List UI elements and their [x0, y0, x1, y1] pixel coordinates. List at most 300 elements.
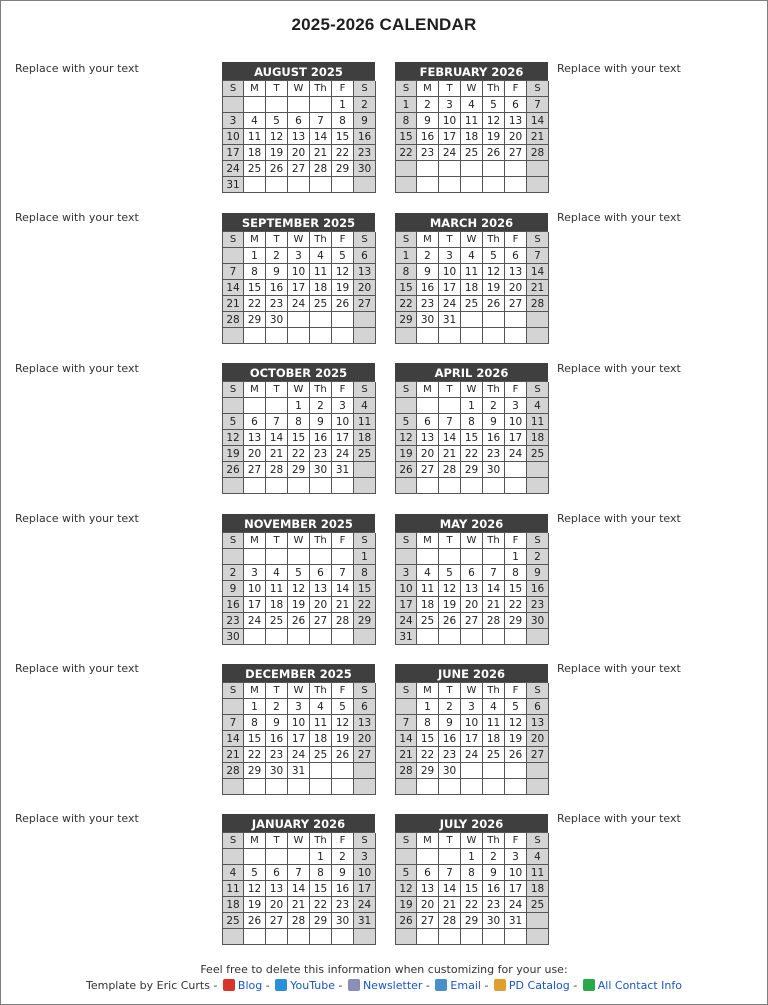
empty-day-cell — [266, 328, 288, 344]
day-cell: 30 — [417, 312, 439, 328]
day-header: T — [439, 232, 461, 248]
empty-day-cell — [354, 629, 376, 645]
month-calendar — [395, 62, 548, 193]
day-cell: 8 — [396, 113, 417, 129]
day-header: Th — [483, 81, 505, 97]
empty-day-cell — [354, 763, 376, 779]
day-header: S — [396, 232, 417, 248]
day-cell: 18 — [461, 129, 483, 145]
day-cell: 10 — [439, 113, 461, 129]
day-cell: 3 — [288, 248, 310, 264]
day-cell: 25 — [244, 161, 266, 177]
day-cell: 13 — [505, 264, 527, 280]
day-cell: 3 — [396, 565, 417, 581]
empty-day-cell — [354, 312, 376, 328]
day-cell: 18 — [310, 280, 332, 296]
day-cell: 17 — [354, 881, 376, 897]
day-cell: 30 — [527, 613, 549, 629]
month-calendar — [222, 514, 375, 645]
empty-day-cell — [483, 328, 505, 344]
day-cell: 19 — [266, 145, 288, 161]
note-right-4[interactable]: Replace with your text — [557, 512, 681, 525]
day-cell: 1 — [354, 549, 376, 565]
day-cell: 20 — [266, 897, 288, 913]
empty-day-cell — [527, 929, 549, 945]
day-header: W — [461, 833, 483, 849]
empty-day-cell — [527, 763, 549, 779]
day-cell: 15 — [461, 881, 483, 897]
day-header: S — [223, 81, 244, 97]
empty-day-cell — [505, 929, 527, 945]
day-cell: 30 — [483, 913, 505, 929]
day-header: S — [223, 232, 244, 248]
day-cell: 13 — [266, 881, 288, 897]
day-cell: 2 — [354, 97, 376, 113]
day-cell: 28 — [332, 613, 354, 629]
day-cell: 24 — [439, 145, 461, 161]
day-header: M — [244, 683, 266, 699]
day-cell: 6 — [417, 414, 439, 430]
note-left-1[interactable]: Replace with your text — [15, 62, 139, 75]
day-cell: 6 — [288, 113, 310, 129]
day-header: T — [266, 533, 288, 549]
empty-day-cell — [483, 779, 505, 795]
month-grid — [395, 231, 548, 344]
day-cell: 19 — [244, 897, 266, 913]
month-grid — [222, 381, 375, 494]
day-cell: 3 — [332, 398, 354, 414]
day-cell: 24 — [354, 897, 376, 913]
empty-day-cell — [527, 629, 549, 645]
day-cell: 9 — [332, 865, 354, 881]
empty-day-cell — [461, 161, 483, 177]
day-cell: 31 — [505, 913, 527, 929]
empty-day-cell — [310, 763, 332, 779]
empty-day-cell — [505, 462, 527, 478]
note-left-6[interactable]: Replace with your text — [15, 812, 139, 825]
day-cell: 15 — [310, 881, 332, 897]
day-cell: 16 — [223, 597, 244, 613]
day-cell: 9 — [483, 414, 505, 430]
day-cell: 23 — [483, 897, 505, 913]
note-left-3[interactable]: Replace with your text — [15, 362, 139, 375]
empty-day-cell — [483, 478, 505, 494]
empty-day-cell — [244, 779, 266, 795]
day-cell: 5 — [439, 565, 461, 581]
day-cell: 9 — [266, 264, 288, 280]
empty-day-cell — [223, 328, 244, 344]
day-cell: 12 — [483, 113, 505, 129]
day-cell: 2 — [527, 549, 549, 565]
day-header: Th — [310, 533, 332, 549]
day-cell: 20 — [505, 280, 527, 296]
day-cell: 22 — [244, 747, 266, 763]
day-cell: 12 — [396, 881, 417, 897]
day-cell: 28 — [223, 312, 244, 328]
note-left-5[interactable]: Replace with your text — [15, 662, 139, 675]
day-cell: 31 — [354, 913, 376, 929]
day-cell: 10 — [439, 264, 461, 280]
empty-day-cell — [417, 161, 439, 177]
contact-info-link[interactable]: All Contact Info — [597, 979, 682, 992]
email-icon — [435, 979, 447, 991]
month-calendar — [222, 363, 375, 494]
day-cell: 7 — [396, 715, 417, 731]
day-cell: 15 — [461, 430, 483, 446]
day-cell: 29 — [354, 613, 376, 629]
day-header: F — [505, 683, 527, 699]
day-cell: 29 — [288, 462, 310, 478]
day-cell: 11 — [461, 113, 483, 129]
note-right-5[interactable]: Replace with your text — [557, 662, 681, 675]
day-cell: 13 — [505, 113, 527, 129]
day-header: W — [288, 533, 310, 549]
note-left-4[interactable]: Replace with your text — [15, 512, 139, 525]
day-cell: 1 — [244, 248, 266, 264]
day-cell: 13 — [244, 430, 266, 446]
empty-day-cell — [288, 312, 310, 328]
day-header: S — [396, 683, 417, 699]
empty-day-cell — [310, 478, 332, 494]
note-right-6[interactable]: Replace with your text — [557, 812, 681, 825]
day-cell: 23 — [417, 296, 439, 312]
day-cell: 7 — [310, 113, 332, 129]
contact-info-icon — [583, 979, 595, 991]
day-header: M — [244, 833, 266, 849]
empty-day-cell — [505, 328, 527, 344]
day-cell: 20 — [244, 446, 266, 462]
day-cell: 20 — [354, 731, 376, 747]
blog-icon — [223, 979, 235, 991]
day-cell: 23 — [310, 446, 332, 462]
empty-day-cell — [461, 549, 483, 565]
day-cell: 27 — [527, 747, 549, 763]
day-header: S — [527, 533, 549, 549]
day-header: Th — [310, 683, 332, 699]
day-header: T — [266, 683, 288, 699]
day-cell: 2 — [417, 248, 439, 264]
day-cell: 22 — [310, 897, 332, 913]
day-cell: 29 — [332, 161, 354, 177]
day-header: S — [223, 382, 244, 398]
day-cell: 23 — [332, 897, 354, 913]
day-header: T — [266, 232, 288, 248]
day-header: T — [439, 533, 461, 549]
day-cell: 18 — [223, 897, 244, 913]
day-cell: 15 — [332, 129, 354, 145]
day-header: T — [439, 382, 461, 398]
day-cell: 1 — [288, 398, 310, 414]
empty-day-cell — [288, 779, 310, 795]
empty-day-cell — [354, 462, 376, 478]
day-cell: 10 — [461, 715, 483, 731]
day-cell: 21 — [527, 280, 549, 296]
day-cell: 10 — [505, 865, 527, 881]
day-cell: 11 — [310, 715, 332, 731]
day-cell: 27 — [354, 296, 376, 312]
month-grid — [222, 532, 375, 645]
day-cell: 12 — [223, 430, 244, 446]
day-header: S — [354, 533, 376, 549]
empty-day-cell — [396, 177, 417, 193]
empty-day-cell — [244, 177, 266, 193]
empty-day-cell — [332, 312, 354, 328]
day-cell: 2 — [223, 565, 244, 581]
day-cell: 19 — [223, 446, 244, 462]
day-cell: 7 — [266, 414, 288, 430]
empty-day-cell — [461, 312, 483, 328]
day-cell: 18 — [461, 280, 483, 296]
day-cell: 3 — [223, 113, 244, 129]
footer-sep: - — [573, 979, 578, 992]
day-cell: 21 — [396, 747, 417, 763]
empty-day-cell — [310, 177, 332, 193]
day-cell: 23 — [483, 446, 505, 462]
empty-day-cell — [417, 929, 439, 945]
day-cell: 21 — [223, 296, 244, 312]
day-cell: 21 — [266, 446, 288, 462]
note-left-2[interactable]: Replace with your text — [15, 211, 139, 224]
empty-day-cell — [354, 779, 376, 795]
youtube-link[interactable]: YouTube — [290, 979, 335, 992]
day-cell: 27 — [266, 913, 288, 929]
pd-catalog-link[interactable]: PD Catalog — [508, 979, 570, 992]
day-cell: 9 — [417, 264, 439, 280]
day-header: W — [288, 232, 310, 248]
day-cell: 16 — [483, 430, 505, 446]
day-cell: 16 — [332, 881, 354, 897]
day-header: T — [266, 81, 288, 97]
blog-link[interactable]: Blog — [237, 979, 263, 992]
day-cell: 13 — [354, 715, 376, 731]
day-cell: 1 — [396, 97, 417, 113]
empty-day-cell — [483, 763, 505, 779]
email-link[interactable]: Email — [450, 979, 481, 992]
day-cell: 26 — [332, 296, 354, 312]
day-cell: 29 — [396, 312, 417, 328]
day-cell: 24 — [288, 296, 310, 312]
day-cell: 2 — [266, 699, 288, 715]
day-cell: 4 — [354, 398, 376, 414]
empty-day-cell — [439, 849, 461, 865]
day-cell: 8 — [244, 715, 266, 731]
day-cell: 25 — [483, 747, 505, 763]
day-cell: 25 — [310, 296, 332, 312]
day-cell: 8 — [461, 414, 483, 430]
empty-day-cell — [505, 161, 527, 177]
empty-day-cell — [244, 849, 266, 865]
empty-day-cell — [483, 629, 505, 645]
day-cell: 6 — [266, 865, 288, 881]
day-cell: 25 — [310, 747, 332, 763]
day-cell: 15 — [354, 581, 376, 597]
day-cell: 18 — [310, 731, 332, 747]
day-cell: 12 — [332, 264, 354, 280]
day-cell: 8 — [354, 565, 376, 581]
footer-links — [1, 979, 767, 992]
day-cell: 16 — [417, 280, 439, 296]
day-cell: 9 — [527, 565, 549, 581]
day-cell: 27 — [505, 145, 527, 161]
day-cell: 9 — [417, 113, 439, 129]
month-title: JANUARY 2026 — [222, 814, 375, 832]
month-title: MAY 2026 — [395, 514, 548, 532]
day-cell: 17 — [461, 731, 483, 747]
day-cell: 28 — [288, 913, 310, 929]
day-cell: 29 — [244, 312, 266, 328]
day-header: W — [288, 81, 310, 97]
day-cell: 31 — [288, 763, 310, 779]
day-header: S — [527, 382, 549, 398]
empty-day-cell — [354, 478, 376, 494]
day-cell: 18 — [527, 881, 549, 897]
day-header: Th — [483, 833, 505, 849]
empty-day-cell — [439, 177, 461, 193]
day-cell: 18 — [527, 430, 549, 446]
empty-day-cell — [439, 398, 461, 414]
day-cell: 28 — [266, 462, 288, 478]
day-header: M — [244, 533, 266, 549]
month-title: DECEMBER 2025 — [222, 664, 375, 682]
day-cell: 12 — [332, 715, 354, 731]
day-cell: 16 — [310, 430, 332, 446]
footer-sep: - — [425, 979, 430, 992]
day-header: F — [505, 81, 527, 97]
empty-day-cell — [244, 398, 266, 414]
day-cell: 17 — [223, 145, 244, 161]
empty-day-cell — [417, 478, 439, 494]
day-cell: 9 — [483, 865, 505, 881]
day-cell: 11 — [244, 129, 266, 145]
day-cell: 2 — [439, 699, 461, 715]
day-cell: 6 — [417, 865, 439, 881]
day-cell: 8 — [461, 865, 483, 881]
empty-day-cell — [332, 328, 354, 344]
day-header: W — [461, 382, 483, 398]
empty-day-cell — [223, 478, 244, 494]
day-cell: 8 — [505, 565, 527, 581]
empty-day-cell — [396, 161, 417, 177]
day-cell: 23 — [266, 296, 288, 312]
day-cell: 24 — [288, 747, 310, 763]
day-cell: 11 — [223, 881, 244, 897]
day-cell: 3 — [288, 699, 310, 715]
day-cell: 15 — [396, 129, 417, 145]
empty-day-cell — [483, 549, 505, 565]
empty-day-cell — [223, 849, 244, 865]
month-grid — [395, 532, 548, 645]
empty-day-cell — [332, 929, 354, 945]
day-cell: 5 — [483, 97, 505, 113]
day-header: M — [417, 81, 439, 97]
note-right-1[interactable]: Replace with your text — [557, 62, 681, 75]
day-cell: 28 — [439, 462, 461, 478]
empty-day-cell — [266, 549, 288, 565]
day-cell: 22 — [505, 597, 527, 613]
empty-day-cell — [483, 177, 505, 193]
day-cell: 13 — [288, 129, 310, 145]
day-header: S — [527, 683, 549, 699]
day-cell: 6 — [505, 248, 527, 264]
day-header: M — [244, 382, 266, 398]
note-right-3[interactable]: Replace with your text — [557, 362, 681, 375]
day-cell: 8 — [332, 113, 354, 129]
empty-day-cell — [527, 328, 549, 344]
footer-sep: - — [484, 979, 489, 992]
day-cell: 10 — [354, 865, 376, 881]
day-cell: 14 — [439, 881, 461, 897]
day-cell: 1 — [310, 849, 332, 865]
day-cell: 7 — [527, 248, 549, 264]
day-header: F — [332, 683, 354, 699]
day-cell: 4 — [310, 699, 332, 715]
day-cell: 18 — [483, 731, 505, 747]
day-cell: 10 — [505, 414, 527, 430]
day-header: M — [417, 533, 439, 549]
day-cell: 12 — [505, 715, 527, 731]
newsletter-link[interactable]: Newsletter — [362, 979, 423, 992]
empty-day-cell — [288, 629, 310, 645]
day-cell: 28 — [310, 161, 332, 177]
day-header: T — [439, 683, 461, 699]
day-cell: 27 — [417, 913, 439, 929]
day-cell: 19 — [396, 897, 417, 913]
day-cell: 30 — [266, 763, 288, 779]
empty-day-cell — [310, 929, 332, 945]
day-cell: 21 — [527, 129, 549, 145]
empty-day-cell — [417, 629, 439, 645]
day-cell: 19 — [439, 597, 461, 613]
day-cell: 13 — [417, 430, 439, 446]
day-cell: 19 — [332, 731, 354, 747]
empty-day-cell — [527, 913, 549, 929]
day-cell: 15 — [244, 280, 266, 296]
day-cell: 26 — [483, 145, 505, 161]
day-header: S — [396, 833, 417, 849]
day-cell: 10 — [332, 414, 354, 430]
day-header: F — [505, 833, 527, 849]
empty-day-cell — [354, 328, 376, 344]
empty-day-cell — [288, 328, 310, 344]
day-cell: 8 — [288, 414, 310, 430]
empty-day-cell — [223, 97, 244, 113]
month-title: MARCH 2026 — [395, 213, 548, 231]
day-cell: 14 — [527, 264, 549, 280]
empty-day-cell — [266, 629, 288, 645]
note-right-2[interactable]: Replace with your text — [557, 211, 681, 224]
day-cell: 8 — [244, 264, 266, 280]
day-header: S — [527, 232, 549, 248]
day-cell: 29 — [461, 913, 483, 929]
day-header: S — [396, 81, 417, 97]
day-cell: 2 — [483, 398, 505, 414]
day-header: Th — [483, 683, 505, 699]
day-cell: 26 — [505, 747, 527, 763]
day-cell: 10 — [288, 715, 310, 731]
day-header: S — [396, 533, 417, 549]
day-cell: 6 — [310, 565, 332, 581]
day-cell: 26 — [396, 913, 417, 929]
day-cell: 13 — [310, 581, 332, 597]
day-cell: 12 — [483, 264, 505, 280]
day-cell: 2 — [332, 849, 354, 865]
day-cell: 18 — [266, 597, 288, 613]
page-title: 2025-2026 CALENDAR — [291, 15, 477, 34]
empty-day-cell — [483, 312, 505, 328]
day-cell: 4 — [244, 113, 266, 129]
day-cell: 7 — [223, 264, 244, 280]
day-cell: 14 — [223, 280, 244, 296]
